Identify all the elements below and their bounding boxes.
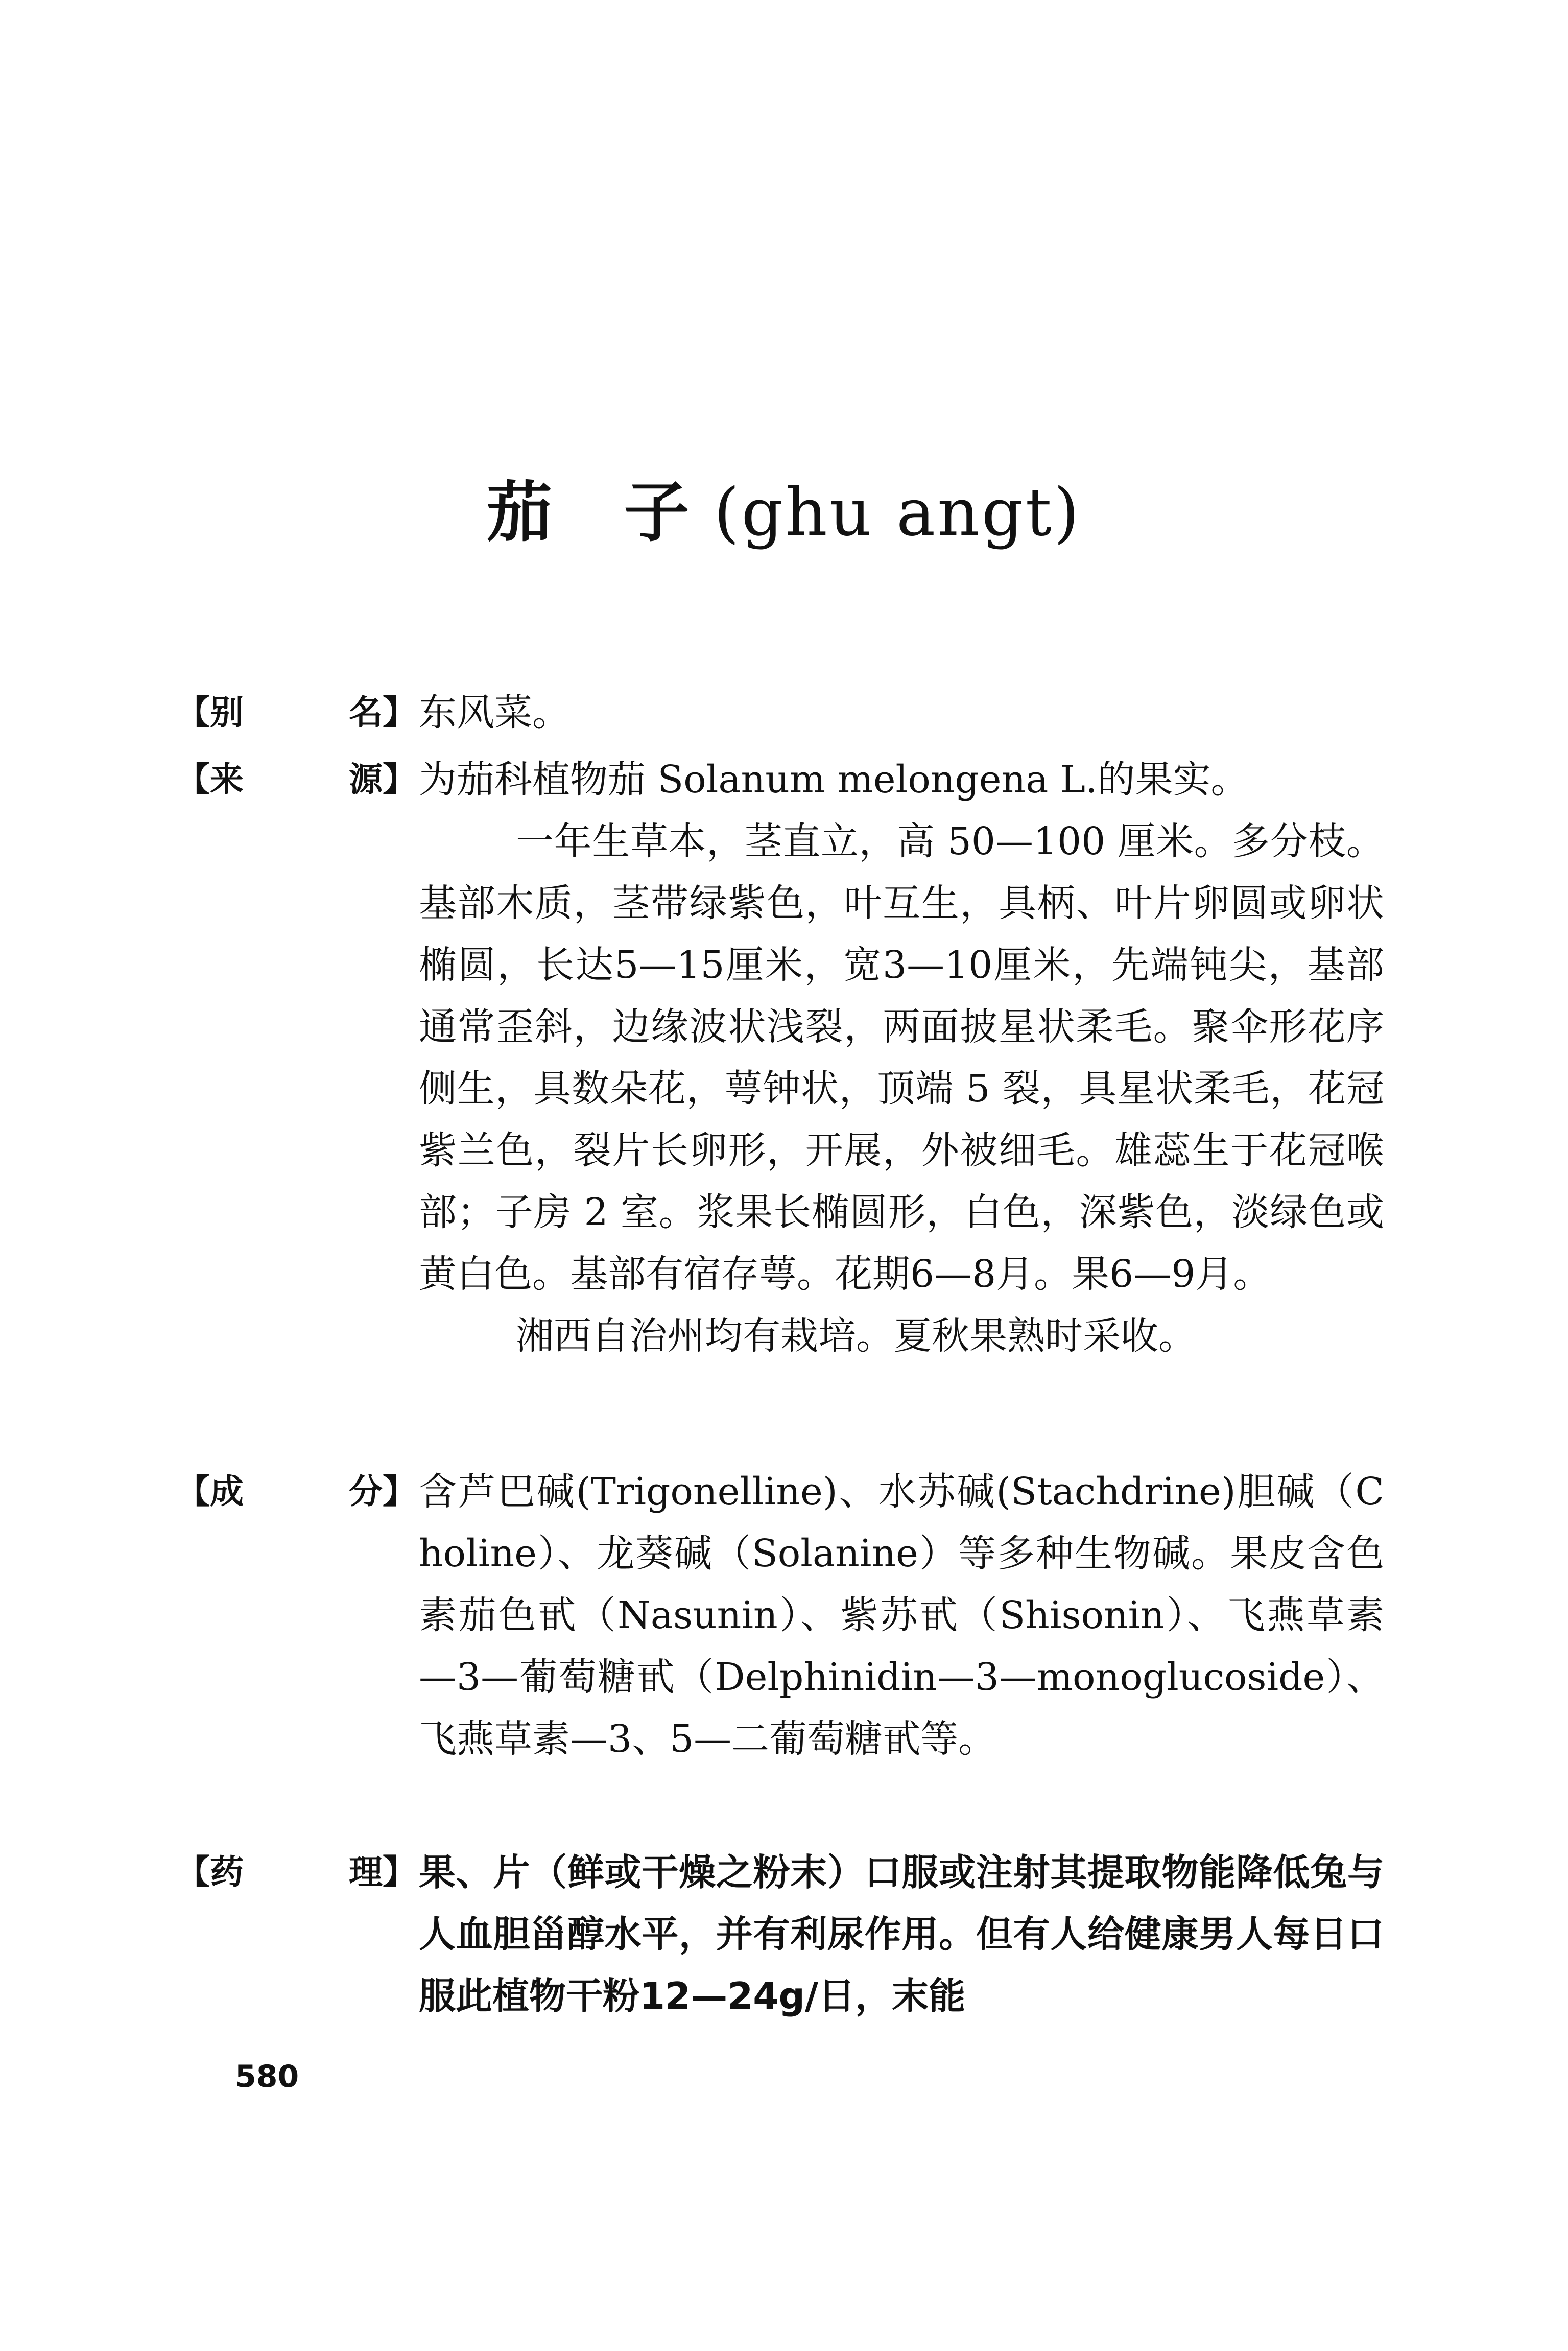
- entry-title-pinyin: (ghu angt): [714, 475, 1082, 551]
- section-body: 为茄科植物茄 Solanum melongena L.的果实。 一年生草本，茎直立，高 50—100 厘米。多分枝。基部木质，茎带绿紫色，叶互生，具柄、叶片卵圆或卵状椭圆，长达5—15厘米，宽3—10厘米，先端钝尖，基部通常歪斜，边缘波状浅裂，两面披星状柔毛。聚伞形花序侧生，具数朵花，萼钟状，顶端 5 裂，具星状柔毛，花冠紫兰色，裂片长卵形，开展，外被细毛。雄蕊生于花冠喉部；子房 2 室。浆果长椭圆形，白色，深紫色，淡绿色或黄白色。基部有宿存萼。花期6—8月。果6—9月。 湘西自治州均有栽培。夏秋果熟时采收。: [419, 758, 1384, 1358]
- section-label: 【药 理】: [176, 1852, 416, 1892]
- section-body: 果、片（鲜或干燥之粉末）口服或注射其提取物能降低兔与人血胆甾醇水平，并有利尿作用。但有人给健康男人每日口服此植物干粉12—24g/日，末能: [419, 1851, 1384, 2017]
- entry-title: [0, 460, 1568, 554]
- section-body: 含芦巴碱(Trigonelline)、水苏碱(Stachdrine)胆碱（Choline）、龙葵碱（Solanine）等多种生物碱。果皮含色素茄色甙（Nasunin）、紫苏甙（Shisonin）、飞燕草素—3—葡萄糖甙（Delphinidin—3—monoglucoside）、飞燕草素—3、5—二葡萄糖甙等。: [419, 1470, 1384, 1761]
- section-label: 【成 分】: [176, 1472, 416, 1511]
- entry-title-chinese: 茄 子: [486, 475, 714, 551]
- section-body: 东风菜。: [419, 691, 570, 735]
- section-label: 【别 名】: [176, 693, 416, 732]
- section-label: 【来 源】: [176, 760, 416, 799]
- page-number: 580: [235, 2059, 299, 2095]
